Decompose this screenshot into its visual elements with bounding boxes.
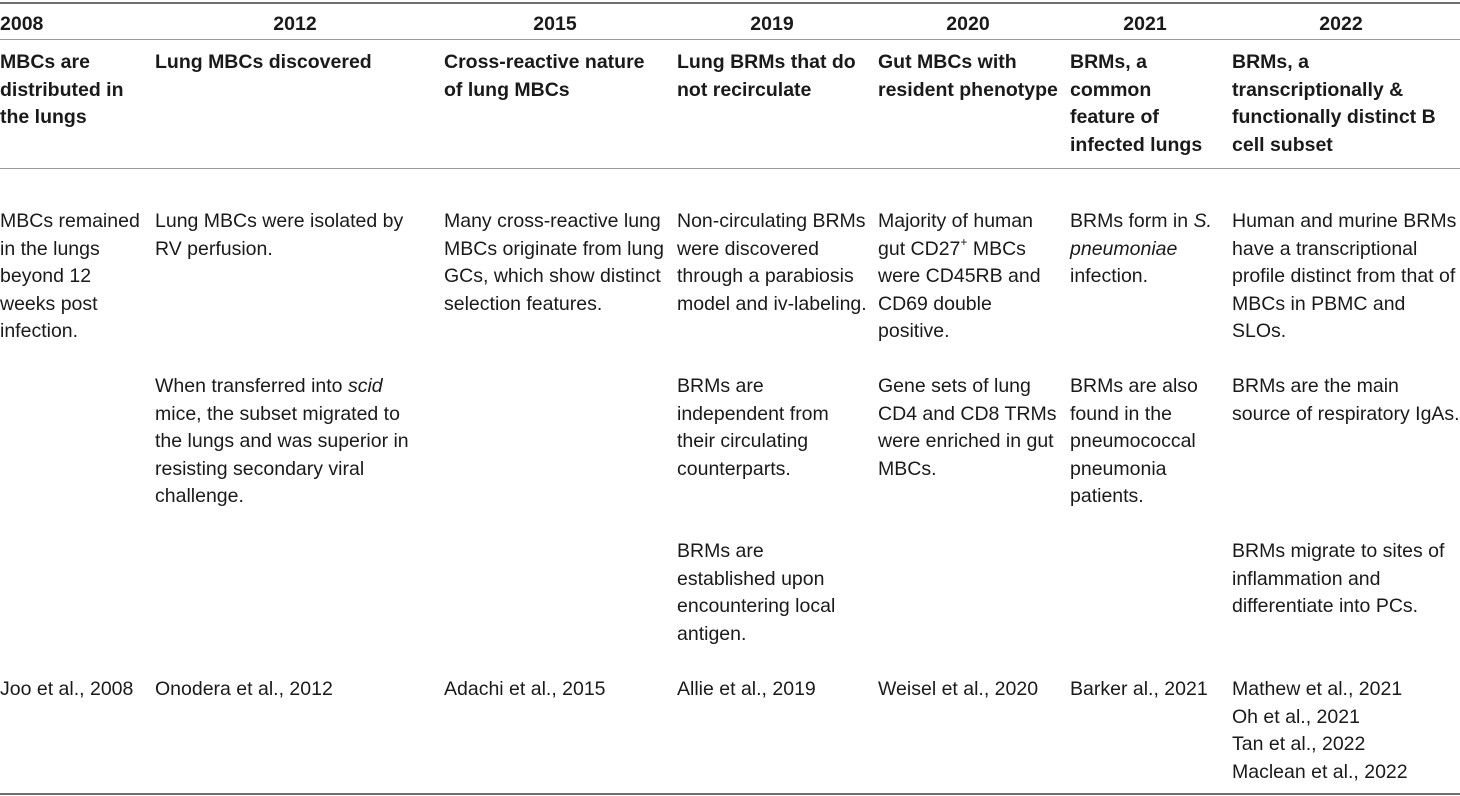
year-2020: 2020: [946, 13, 990, 35]
heading-2019: Lung BRMs that do not recirculate: [677, 51, 856, 101]
finding-2012-2: When transferred into scid mice, the subset migrated to the lungs and was superior in resisting secondary viral challenge.: [155, 375, 409, 507]
finding-2021-1: BRMs form in S. pneumoniae infection.: [1070, 210, 1212, 287]
finding-2021-2: BRMs are also found in the pneumococcal pneumonia patients.: [1070, 375, 1198, 507]
finding-2020-2: Gene sets of lung CD4 and CD8 TRMs were enriched in gut MBCs.: [878, 375, 1057, 480]
heading-2015: Cross-reactive nature of lung MBCs: [444, 51, 645, 101]
year-2019: 2019: [750, 13, 794, 35]
finding-2015-1: Many cross-reactive lung MBCs originate from lung GCs, which show distinct selection features.: [444, 210, 665, 315]
reference-2019: Allie et al., 2019: [677, 678, 816, 700]
reference-2021: Barker al., 2021: [1070, 678, 1208, 700]
table-bottom-rule: [0, 793, 1460, 795]
year-2012: 2012: [273, 13, 317, 35]
finding-2008-1: MBCs remained in the lungs beyond 12 weeks post infection.: [0, 210, 140, 342]
finding-2020-1: Majority of human gut CD27+ MBCs were CD45RB and CD69 double positive.: [878, 210, 1041, 342]
reference-2015: Adachi et al., 2015: [444, 678, 606, 700]
heading-2022: BRMs, a transcriptionally & functionally distinct B cell subset: [1232, 51, 1436, 156]
heading-2012: Lung MBCs discovered: [155, 51, 372, 73]
year-2008: 2008: [0, 13, 44, 35]
finding-2022-1: Human and murine BRMs have a transcriptional profile distinct from that of MBCs in PBMC and SLOs.: [1232, 210, 1457, 342]
year-2022: 2022: [1319, 13, 1363, 35]
finding-2019-3: BRMs are established upon encountering local antigen.: [677, 540, 836, 645]
finding-2022-2: BRMs are the main source of respiratory IgAs.: [1232, 375, 1460, 425]
year-2021: 2021: [1123, 13, 1167, 35]
heading-2008: MBCs are distributed in the lungs: [0, 51, 124, 128]
reference-2022-list: [1232, 676, 1460, 786]
finding-2019-2: BRMs are independent from their circulating counterparts.: [677, 375, 829, 480]
finding-2022-3: BRMs migrate to sites of inflammation and differentiate into PCs.: [1232, 540, 1445, 617]
year-2015: 2015: [533, 13, 577, 35]
heading-2020: Gut MBCs with resident phenotype: [878, 51, 1058, 101]
finding-2012-1: Lung MBCs were isolated by RV perfusion.: [155, 210, 404, 260]
reference-2022-4: Maclean et al., 2022: [1232, 760, 1408, 783]
reference-2012: Onodera et al., 2012: [155, 678, 333, 700]
reference-2022-2: Oh et al., 2021: [1232, 705, 1360, 728]
reference-2022-3: Tan et al., 2022: [1232, 733, 1366, 755]
header-divider: [0, 39, 1460, 40]
finding-2019-1: Non-circulating BRMs were discovered through a parabiosis model and iv-labeling.: [677, 210, 867, 315]
reference-2008: Joo et al., 2008: [0, 678, 134, 700]
table-top-rule: [0, 2, 1460, 4]
heading-divider: [0, 168, 1460, 169]
heading-2021: BRMs, a common feature of infected lungs: [1070, 51, 1203, 156]
reference-2022-1: Mathew et al., 2021: [1232, 678, 1403, 700]
superscript-plus: +: [960, 235, 968, 249]
reference-2020: Weisel et al., 2020: [878, 678, 1039, 700]
